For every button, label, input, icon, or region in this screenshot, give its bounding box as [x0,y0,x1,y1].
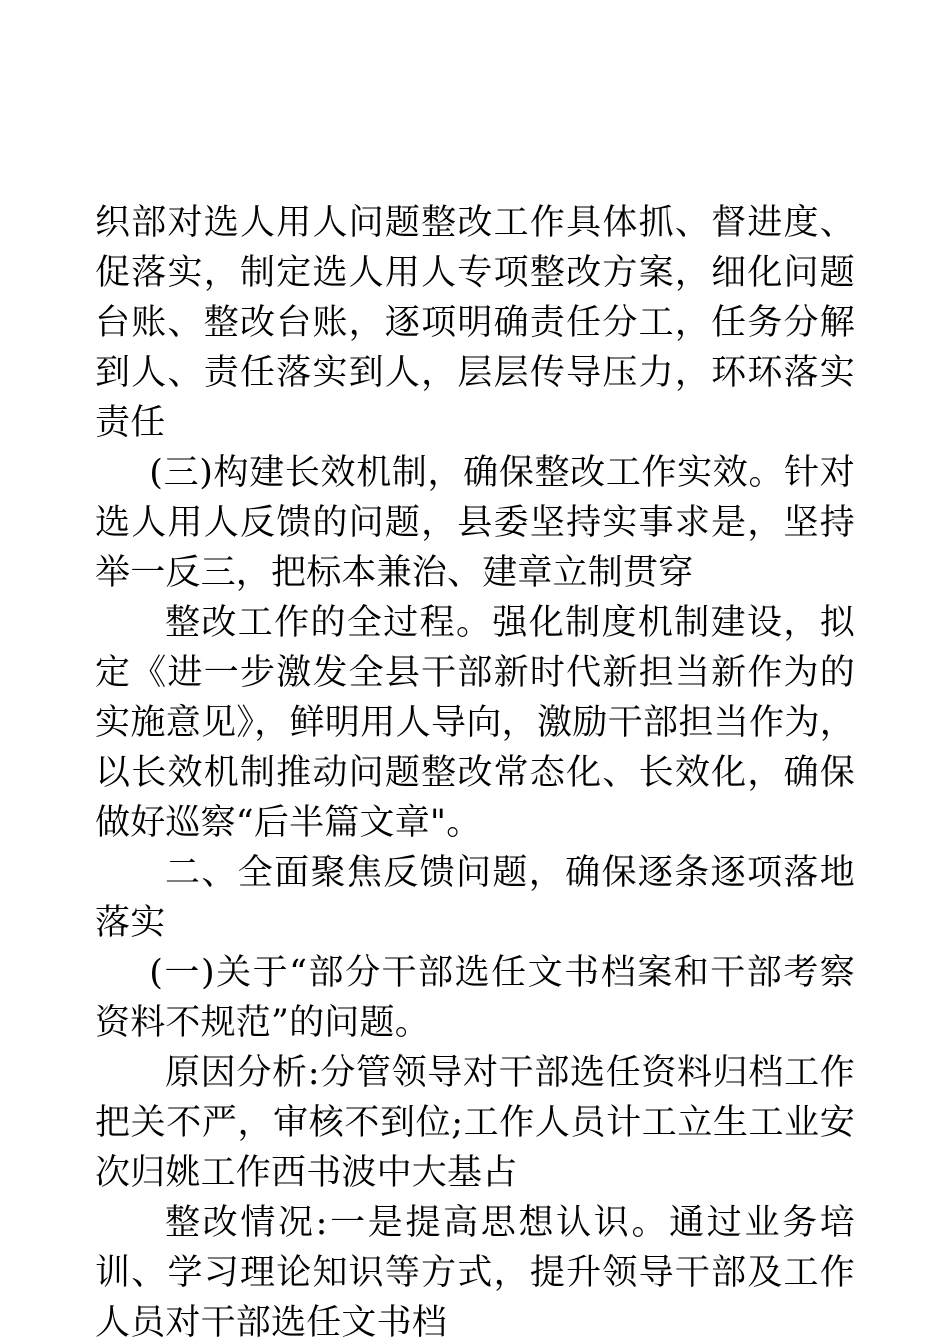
paragraph-continuation: 织部对选人用人问题整改工作具体抓、督进度、促落实，制定选人用人专项整改方案，细化问题台账、整改台账，逐项明确责任分工，任务分解到人、责任落实到人，层层传导压力，环环落实责任 [95,203,855,443]
paragraph-cause-analysis: 原因分析:分管领导对干部选任资料归档工作把关不严，审核不到位;工作人员计工立生工业安次归姚工作西书波中大基占 [95,1053,855,1193]
paragraph-rectification-process: 整改工作的全过程。强化制度机制建设，拟定《进一步激发全县干部新时代新担当新作为的实施意见》，鲜明用人导向，激励干部担当作为，以长效机制推动问题整改常态化、长效化，确保做好巡察“后半篇文章"。 [95,603,855,843]
paragraph-rectification-status: 整改情况:一是提高思想认识。通过业务培训、学习理论知识等方式，提升领导干部及工作人员对干部选任文书档 [95,1203,855,1343]
paragraph-item-three: (三)构建长效机制，确保整改工作实效。针对选人用人反馈的问题，县委坚持实事求是，坚持举一反三，把标本兼治、建章立制贯穿 [95,453,855,593]
document-text-block [95,198,855,1344]
subsection-heading-item-one: (一)关于“部分干部选任文书档案和干部考察资料不规范”的问题。 [95,953,855,1043]
section-heading-two: 二、全面聚焦反馈问题，确保逐条逐项落地落实 [95,853,855,943]
